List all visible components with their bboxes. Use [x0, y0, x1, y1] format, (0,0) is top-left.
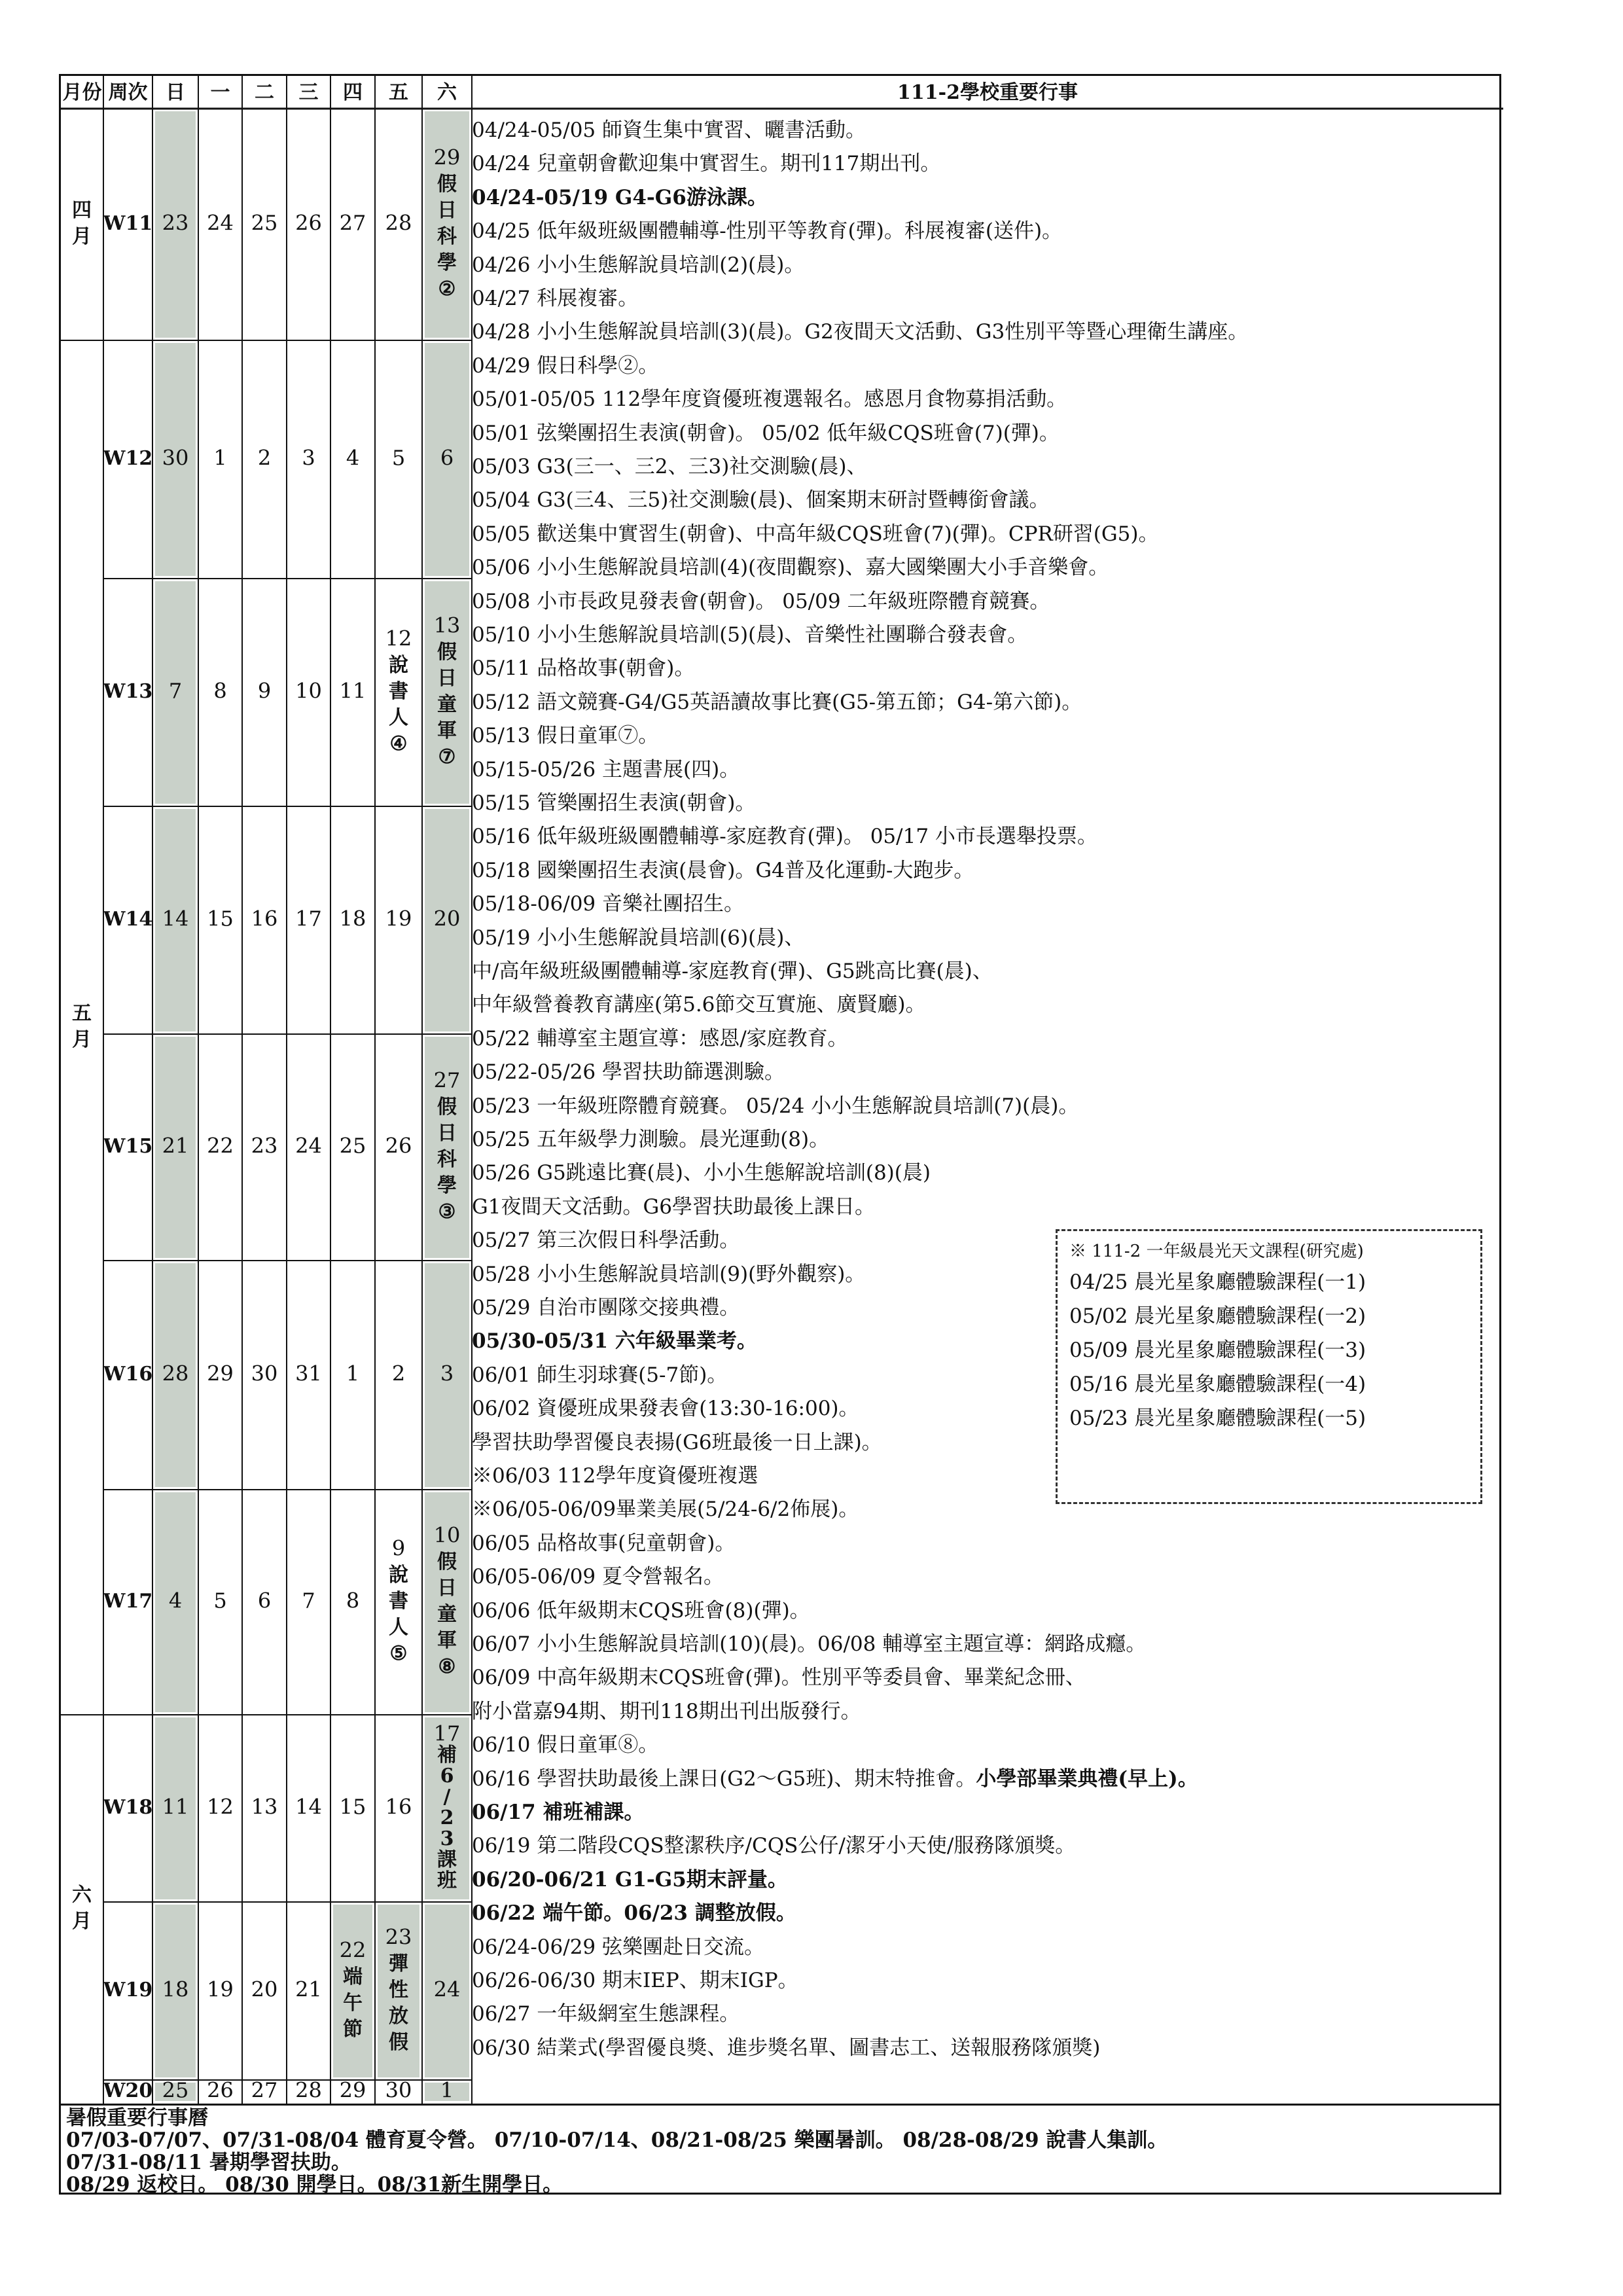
event-text: 06/02 資優班成果發表會(13:30-16:00)。: [472, 1397, 859, 1421]
event-text: 05/08 小市長政見發表會(朝會)。 05/09 二年級班際體育競賽。: [472, 589, 1050, 613]
day-note: 班: [437, 1869, 457, 1892]
day-note: 童: [437, 1603, 457, 1626]
day-note: 補: [437, 1744, 457, 1767]
day-number: 22: [339, 1937, 366, 1963]
week-number: W16: [103, 1363, 153, 1386]
astronomy-course-row: 05/02 晨光星象廳體驗課程(一2): [1069, 1304, 1366, 1328]
day-number: 30: [251, 1361, 278, 1386]
day-note: 課: [437, 1848, 457, 1871]
week-number: W12: [103, 447, 153, 470]
day-number: 6: [440, 445, 454, 471]
astronomy-course-row: 05/23 晨光星象廳體驗課程(一5): [1069, 1407, 1366, 1430]
day-number: 20: [433, 906, 461, 931]
day-number: 19: [207, 1977, 234, 2002]
day-note: /: [443, 1785, 451, 1808]
day-note: 6: [440, 1765, 454, 1787]
event-line: [472, 1090, 1079, 1122]
event-text: 06/01 師生羽球賽(5-7節)。: [472, 1363, 728, 1387]
event-text: 05/12 語文競賽-G4/G5英語讀故事比賽(G5-第五節；G4-第六節)。: [472, 690, 1082, 714]
day-number: 29: [207, 1361, 234, 1386]
astronomy-course-row: 04/25 晨光星象廳體驗課程(一1): [1069, 1270, 1366, 1294]
event-text: 學習扶助學習優良表揚(G6班最後一日上課)。: [472, 1430, 882, 1454]
day-number: 4: [346, 445, 360, 471]
event-line: [472, 1998, 740, 2030]
day-note: ⑤: [389, 1642, 408, 1665]
month-label: 四: [72, 199, 92, 222]
event-line: [472, 1291, 740, 1324]
day-number: 27: [339, 210, 366, 236]
day-note: 說: [389, 654, 408, 677]
day-note: 假: [437, 173, 457, 196]
day-number: 16: [251, 906, 278, 931]
day-note: 日: [437, 1122, 457, 1145]
day-number: 24: [295, 1133, 322, 1158]
day-number: 3: [440, 1361, 454, 1386]
day-note: 假: [437, 1096, 457, 1119]
event-line: [472, 1460, 758, 1492]
day-note: ②: [438, 278, 456, 300]
day-number: 14: [295, 1794, 322, 1820]
day-number: 20: [251, 1977, 278, 2002]
day-note: 放: [389, 2005, 408, 2028]
day-note: 日: [437, 667, 457, 690]
day-number: 14: [162, 906, 189, 931]
event-line: [472, 450, 867, 483]
day-number: 10: [433, 1522, 461, 1548]
day-number: 27: [433, 1067, 461, 1093]
event-line: [472, 484, 1050, 516]
day-number: 30: [385, 2077, 412, 2103]
event-line: [472, 2032, 1100, 2064]
day-number: 24: [433, 1977, 461, 2002]
day-number: 10: [295, 678, 322, 704]
event-line: [472, 1695, 861, 1728]
event-line: [472, 1796, 644, 1829]
day-number: 1: [213, 445, 227, 471]
day-number: 15: [339, 1794, 366, 1820]
week-number: W19: [103, 1979, 153, 2001]
event-text: 05/10 小小生態解說員培訓(5)(晨)、音樂性社團聯合發表會。: [472, 623, 1028, 647]
event-line: [472, 854, 974, 887]
event-text: ※06/05-06/09畢業美展(5/24-6/2佈展)。: [472, 1498, 859, 1522]
day-note: 說: [389, 1564, 408, 1587]
event-line: [472, 988, 926, 1021]
event-text: 05/22 輔導室主題宣導：感恩/家庭教育。: [472, 1026, 848, 1050]
day-number: 29: [339, 2077, 366, 2103]
month-label: 六: [72, 1884, 92, 1907]
summer-line: 08/29 返校日。 08/30 開學日。08/31新生開學日。: [66, 2173, 563, 2197]
day-number: 25: [162, 2077, 189, 2103]
event-line: [472, 1123, 829, 1156]
day-number: 9: [391, 1535, 406, 1561]
day-number: 7: [168, 678, 183, 704]
event-line: [472, 922, 804, 954]
event-text: 06/22 端午節。06/23 調整放假。: [472, 1901, 796, 1926]
day-number: 28: [385, 210, 412, 236]
day-number: 5: [391, 445, 406, 471]
day-note: 學: [437, 251, 457, 274]
summer-line: 07/03-07/07、07/31-08/04 體育夏令營。 07/10-07/14、08/21-08/25 樂團暑訓。 08/28-08/29 說書人集訓。: [66, 2128, 1168, 2152]
column-header: 五: [389, 81, 408, 104]
day-note: 性: [389, 1979, 408, 2001]
column-header: 六: [437, 81, 457, 104]
event-text: 05/25 五年級學力測驗。晨光運動(8)。: [472, 1128, 830, 1151]
event-text: 06/26-06/30 期末IEP、期末IGP。: [472, 1969, 798, 1992]
event-text: 06/16 學習扶助最後上課日(G2～G5班)、期末特推會。: [472, 1767, 976, 1791]
day-number: 23: [251, 1133, 278, 1158]
event-line: [472, 282, 638, 315]
day-note: 彈: [389, 1952, 408, 1975]
column-header: 周次: [108, 81, 148, 104]
day-number: 28: [162, 1361, 189, 1386]
day-number: 7: [302, 1588, 315, 1613]
day-number: 11: [162, 1794, 189, 1820]
day-note: 書: [389, 680, 408, 703]
day-number: 8: [213, 678, 227, 704]
week-number: W20: [103, 2079, 153, 2102]
day-note: 童: [437, 693, 457, 716]
event-line: [472, 1527, 735, 1560]
event-line: [472, 383, 1067, 416]
event-text: 05/06 小小生態解說員培訓(4)(夜間觀察)、嘉大國樂團大小手音樂會。: [472, 556, 1109, 580]
event-line: [472, 1628, 1146, 1660]
day-number: 12: [385, 626, 412, 651]
event-text: 05/22-05/26 學習扶助篩選測驗。: [472, 1060, 785, 1085]
event-text: ※06/03 112學年度資優班複選: [472, 1464, 758, 1488]
day-note: 3: [440, 1827, 454, 1850]
event-text: 05/29 自治市團隊交接典禮。: [472, 1296, 740, 1319]
day-number: 15: [207, 906, 234, 931]
event-line: [472, 619, 1027, 651]
day-number: 26: [207, 2077, 234, 2103]
day-note: ③: [438, 1200, 456, 1223]
event-line: [472, 1056, 785, 1088]
column-header: 三: [298, 81, 319, 104]
event-text: 06/10 假日童軍⑧。: [472, 1733, 659, 1757]
day-note: 2: [440, 1806, 454, 1829]
summer-title: 暑假重要行事曆: [66, 2106, 208, 2130]
column-header: 日: [166, 81, 185, 104]
day-number: 21: [295, 1977, 322, 2002]
day-number: 27: [251, 2077, 278, 2103]
page-title: 111-2學校重要行事: [897, 81, 1078, 104]
event-line: [472, 955, 993, 988]
event-line: [472, 787, 755, 819]
day-number: 31: [295, 1361, 322, 1386]
event-line: [472, 1661, 1086, 1694]
event-line: [472, 181, 768, 214]
event-line: [472, 1560, 724, 1593]
day-note: 午: [343, 1992, 363, 2015]
day-number: 26: [385, 1133, 412, 1158]
column-header: 二: [255, 81, 274, 104]
event-text: 05/01-05/05 112學年度資優班複選報名。感恩月食物募捐活動。: [472, 387, 1067, 412]
event-text: 05/18-06/09 音樂社團招生。: [472, 892, 745, 916]
event-text: 04/27 科展複審。: [472, 287, 639, 310]
month-label: 月: [72, 225, 92, 248]
event-line: [472, 1594, 810, 1627]
day-number: 3: [302, 445, 315, 471]
week-number: W17: [103, 1590, 153, 1613]
event-text: 06/06 低年級期末CQS班會(8)(彈)。: [472, 1598, 810, 1623]
event-text: 05/30-05/31 六年級畢業考。: [472, 1329, 757, 1354]
day-number: 18: [162, 1977, 189, 2002]
event-text: 05/18 國樂團招生表演(晨會)。G4普及化運動-大跑步。: [472, 858, 974, 882]
event-line: [472, 652, 694, 685]
month-label: 月: [72, 1028, 92, 1051]
day-number: 2: [257, 445, 272, 471]
event-line: [472, 1863, 788, 1896]
event-text: G1夜間天文活動。G6學習扶助最後上課日。: [472, 1194, 875, 1219]
event-line: [472, 820, 1097, 853]
event-text: 06/07 小小生態解說員培訓(10)(晨)。06/08 輔導室主題宣導：網路成癮。: [472, 1632, 1147, 1656]
event-text: 05/16 低年級班級團體輔導-家庭教育(彈)。 05/17 小市長選舉投票。: [472, 825, 1097, 849]
event-text: 04/24-05/05 師資生集中實習、曬書活動。: [472, 118, 866, 142]
astronomy-course-row: 05/16 晨光星象廳體驗課程(一4): [1069, 1372, 1366, 1396]
event-line: [472, 350, 658, 382]
event-line: [472, 1325, 757, 1357]
day-note: 假: [437, 1551, 457, 1573]
week-number: W11: [103, 212, 153, 235]
day-note: 軍: [437, 719, 457, 742]
event-text: 05/13 假日童軍⑦。: [472, 724, 659, 748]
day-number: 9: [257, 678, 272, 704]
event-text: 05/03 G3(三一、三2、三3)社交測驗(晨)、: [472, 455, 867, 478]
day-number: 17: [433, 1721, 461, 1746]
event-text: 05/23 一年級班際體育競賽。 05/24 小小生態解說員培訓(7)(晨)。: [472, 1094, 1079, 1118]
day-note: 假: [389, 2031, 408, 2054]
event-text: 04/25 低年級班級團體輔導-性別平等教育(彈)。科展複審(送件)。: [472, 219, 1063, 243]
event-line: [472, 1191, 875, 1223]
event-line: [472, 888, 744, 920]
event-line: [472, 551, 1109, 584]
event-line: [472, 753, 740, 786]
event-line: [472, 417, 1060, 450]
summer-schedule: [61, 2104, 1499, 2197]
week-number: W15: [103, 1135, 153, 1158]
day-note: 書: [389, 1590, 408, 1613]
event-line: [472, 1964, 798, 1997]
school-calendar-sheet: [59, 74, 1501, 2195]
event-line: [472, 1493, 859, 1526]
event-text: 05/15 管樂團招生表演(朝會)。: [472, 791, 756, 815]
day-number: 1: [346, 1361, 360, 1386]
event-text: 附小當嘉94期、期刊118期出刊出版發行。: [472, 1699, 861, 1723]
event-text: 中年級營養教育講座(第5.6節交互實施、廣賢廳)。: [472, 993, 926, 1017]
event-line: [472, 1022, 848, 1055]
event-line: [472, 1931, 764, 1964]
event-text: 05/04 G3(三4、三5)社交測驗(晨)、個案期末研討暨轉銜會議。: [472, 488, 1050, 512]
event-text: 05/11 品格故事(朝會)。: [472, 656, 695, 681]
event-line: [472, 585, 1050, 618]
day-note: ④: [389, 732, 408, 755]
event-line: [472, 1258, 865, 1291]
day-number: 25: [339, 1133, 366, 1158]
event-line: [472, 1224, 740, 1257]
day-number: 12: [207, 1794, 234, 1820]
week-number: W14: [103, 908, 153, 931]
event-text: 06/27 一年級網室生態課程。: [472, 2002, 740, 2026]
day-number: 11: [339, 678, 366, 704]
day-note: 人: [389, 1616, 408, 1639]
day-number: 8: [346, 1588, 360, 1613]
day-note: 日: [437, 1577, 457, 1600]
event-text: 05/15-05/26 主題書展(四)。: [472, 757, 740, 781]
week-number: W18: [103, 1796, 153, 1819]
event-text: 06/05 品格故事(兒童朝會)。: [472, 1531, 736, 1555]
day-note: 人: [389, 706, 408, 729]
event-line: [472, 719, 658, 752]
event-line: [472, 1763, 1198, 1795]
day-note: 端: [343, 1965, 363, 1988]
day-number: 30: [162, 445, 189, 471]
event-highlight: 小學部畢業典禮(早上)。: [976, 1767, 1198, 1791]
week-number: W13: [103, 680, 153, 703]
event-line: [472, 215, 1062, 247]
day-number: 25: [251, 210, 278, 236]
day-number: 13: [251, 1794, 278, 1820]
event-line: [472, 1392, 859, 1425]
calendar-table: [61, 76, 1499, 2104]
day-number: 29: [433, 145, 461, 170]
day-note: 節: [343, 2018, 363, 2041]
event-text: 05/05 歡送集中實習生(朝會)、中高年級CQS班會(7)(彈)。CPR研習(G5)。: [472, 522, 1159, 546]
day-number: 19: [385, 906, 412, 931]
day-note: 學: [437, 1174, 457, 1197]
event-line: [472, 518, 1158, 550]
event-text: 04/24-05/19 G4-G6游泳課。: [472, 185, 768, 209]
event-text: 04/28 小小生態解說員培訓(3)(晨)。G2夜間天文活動、G3性別平等暨心理衛生講座。: [472, 320, 1249, 344]
event-text: 05/01 弦樂團招生表演(朝會)。 05/02 低年級CQS班會(7)(彈)。: [472, 421, 1060, 445]
event-text: 05/19 小小生態解說員培訓(6)(晨)、: [472, 925, 805, 950]
event-text: 中/高年級班級團體輔導-家庭教育(彈)、G5跳高比賽(晨)、: [472, 960, 993, 983]
event-text: 06/19 第二階段CQS整潔秩序/CQS公仔/潔牙小天使/服務隊頒獎。: [472, 1834, 1076, 1858]
event-line: [472, 1897, 796, 1929]
day-number: 13: [433, 613, 461, 638]
event-text: 05/26 G5跳遠比賽(晨)、小小生態解說培訓(8)(晨): [472, 1161, 931, 1185]
day-note: 假: [437, 641, 457, 664]
event-line: [472, 1729, 658, 1761]
event-text: 04/24 兒童朝會歡迎集中實習生。期刊117期出刊。: [472, 152, 941, 176]
event-text: 06/24-06/29 弦樂團赴日交流。: [472, 1935, 765, 1959]
event-line: [472, 315, 1248, 348]
event-line: [472, 1359, 727, 1391]
day-note: 科: [437, 225, 457, 248]
day-note: ⑧: [438, 1655, 456, 1678]
day-number: 4: [168, 1588, 183, 1613]
month-label: 月: [72, 1910, 92, 1933]
event-text: 04/26 小小生態解說員培訓(2)(晨)。: [472, 253, 805, 277]
month-label: 五: [72, 1002, 92, 1025]
day-number: 26: [295, 210, 322, 236]
astronomy-course-box: [1056, 1229, 1482, 1504]
event-text: 06/20-06/21 G1-G5期末評量。: [472, 1867, 788, 1892]
day-number: 24: [207, 210, 234, 236]
day-note: 軍: [437, 1629, 457, 1652]
event-text: 06/17 補班補課。: [472, 1801, 645, 1824]
day-number: 1: [440, 2077, 454, 2103]
event-line: [472, 147, 940, 180]
day-number: 2: [391, 1361, 406, 1386]
event-line: [472, 114, 866, 147]
day-note: 日: [437, 199, 457, 222]
event-text: 06/05-06/09 夏令營報名。: [472, 1565, 724, 1589]
event-text: 06/09 中高年級期末CQS班會(彈)。性別平等委員會、畢業紀念冊、: [472, 1666, 1086, 1690]
column-header: 一: [210, 81, 230, 104]
day-number: 18: [339, 906, 366, 931]
event-text: 05/28 小小生態解說員培訓(9)(野外觀察)。: [472, 1262, 866, 1286]
day-note: ⑦: [438, 745, 456, 768]
event-line: [472, 1829, 1075, 1862]
column-header: 月份: [62, 81, 102, 104]
day-note: 科: [437, 1148, 457, 1171]
day-number: 16: [385, 1794, 412, 1820]
event-text: 06/30 結業式(學習優良獎、進步獎名單、圖書志工、送報服務隊頒獎): [472, 2036, 1101, 2060]
day-number: 22: [207, 1133, 234, 1158]
event-line: [472, 1157, 931, 1189]
event-line: [472, 249, 804, 281]
day-number: 21: [162, 1133, 189, 1158]
event-text: 04/29 假日科學②。: [472, 353, 659, 378]
summer-line: 07/31-08/11 暑期學習扶助。: [66, 2151, 351, 2174]
day-number: 5: [213, 1588, 227, 1613]
astronomy-course-title: ※ 111-2 一年級晨光天文課程(研究處): [1069, 1242, 1364, 1261]
event-line: [472, 1426, 882, 1459]
astronomy-course-row: 05/09 晨光星象廳體驗課程(一3): [1069, 1338, 1366, 1362]
day-number: 28: [295, 2077, 322, 2103]
day-number: 6: [257, 1588, 272, 1613]
column-header: 四: [343, 81, 363, 104]
holiday-cell-shade: [333, 1905, 372, 2077]
event-text: 05/27 第三次假日科學活動。: [472, 1229, 740, 1253]
day-number: 17: [295, 906, 322, 931]
event-line: [472, 686, 1082, 719]
day-number: 23: [162, 210, 189, 236]
day-number: 23: [385, 1924, 412, 1950]
